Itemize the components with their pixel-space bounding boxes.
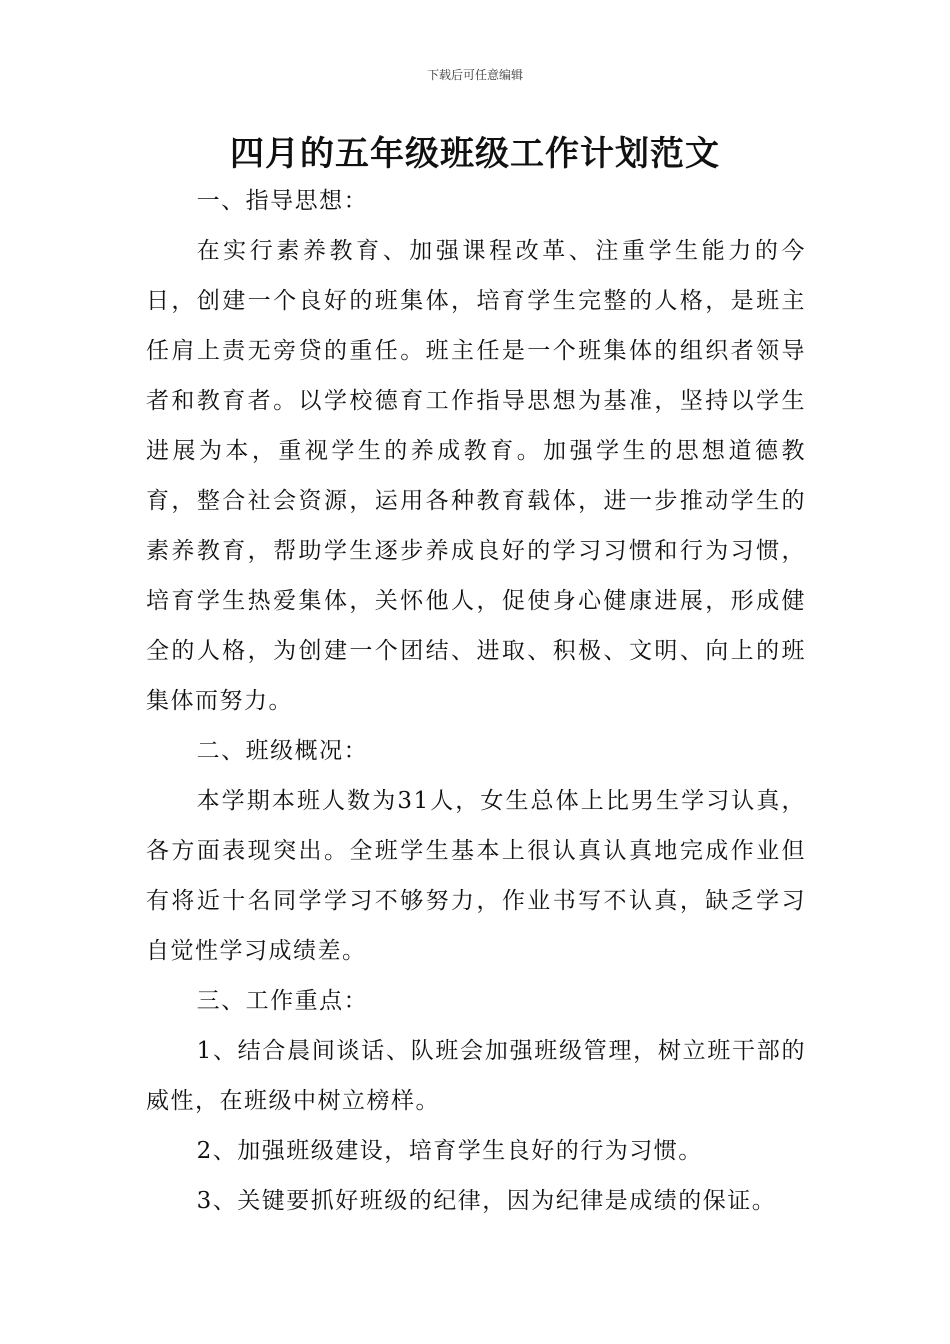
document-body [146, 176, 806, 1226]
list-item-work-focus-1: 1、结合晨间谈话、队班会加强班级管理，树立班干部的威性，在班级中树立榜样。 [146, 1038, 806, 1114]
paragraph-class-overview: 本学期本班人数为31人，女生总体上比男生学习认真，各方面表现突出。全班学生基本上很认真认真地完成作业但有将近十名同学学习不够努力，作业书写不认真，缺乏学习自觉性学习成绩差。 [146, 788, 806, 964]
paragraph-guiding-ideology: 在实行素养教育、加强课程改革、注重学生能力的今日，创建一个良好的班集体，培育学生完整的人格，是班主任肩上责无旁贷的重任。班主任是一个班集体的组织者领导者和教育者。以学校德育工作指导思想为基准，坚持以学生进展为本，重视学生的养成教育。加强学生的思想道德教育，整合社会资源，运用各种教育载体，进一步推动学生的素养教育，帮助学生逐步养成良好的学习习惯和行为习惯，培育学生热爱集体，关怀他人，促使身心健康进展，形成健全的人格，为创建一个团结、进取、积极、文明、向上的班集体而努力。 [146, 238, 806, 714]
list-item-work-focus-3: 3、关键要抓好班级的纪律，因为纪律是成绩的保证。 [196, 1188, 777, 1214]
section-heading-guiding-ideology: 一、指导思想： [196, 188, 369, 214]
document-title: 四月的五年级班级工作计划范文 [230, 134, 720, 174]
section-heading-class-overview: 二、班级概况： [196, 738, 369, 764]
page-header-note: 下载后可任意编辑 [426, 68, 523, 82]
list-item-work-focus-2: 2、加强班级建设，培育学生良好的行为习惯。 [196, 1138, 703, 1164]
section-heading-work-focus: 三、工作重点： [196, 988, 369, 1014]
